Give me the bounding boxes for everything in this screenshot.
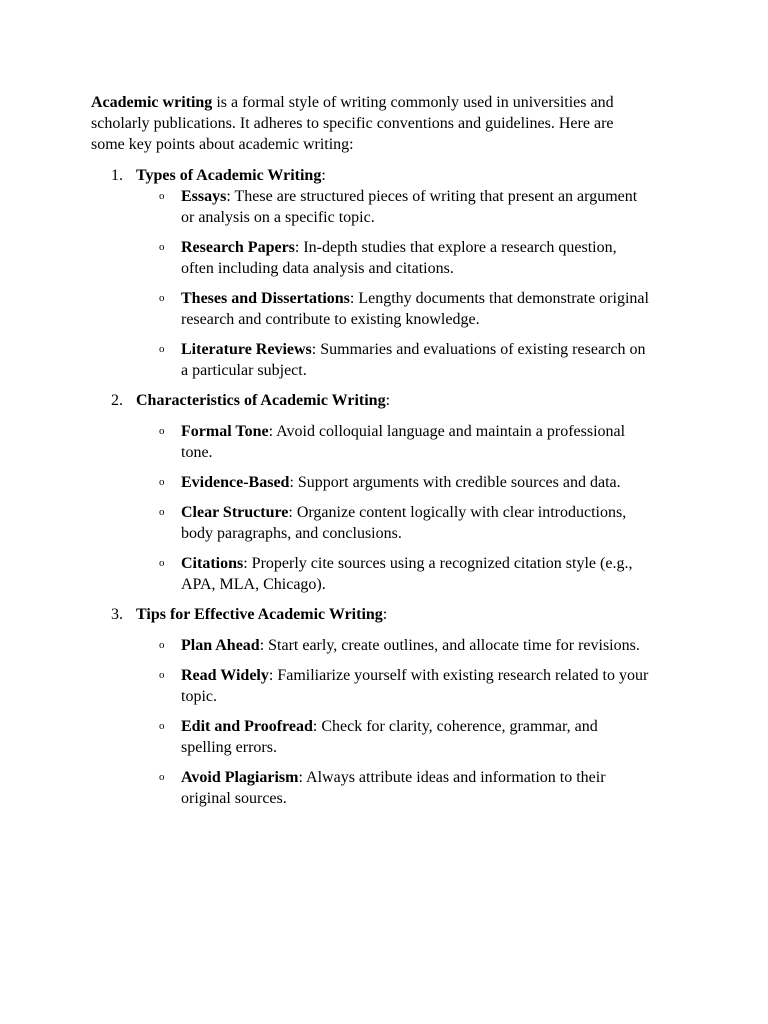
item-term: Clear Structure xyxy=(181,504,289,521)
section-title: Characteristics of Academic Writing xyxy=(136,392,386,409)
list-item xyxy=(159,502,651,544)
section-tips xyxy=(91,604,651,809)
item-desc: : These are structured pieces of writing that present an argument or analysis on a specific topic. xyxy=(181,188,638,226)
list-item xyxy=(159,472,651,493)
section-heading xyxy=(111,165,651,186)
section-types xyxy=(91,165,651,381)
bullet-icon: o xyxy=(159,639,165,651)
list-item xyxy=(159,186,651,228)
item-desc: : Properly cite sources using a recognized citation style (e.g., APA, MLA, Chicago). xyxy=(181,555,633,593)
bullet-icon: o xyxy=(159,343,165,355)
item-desc: : Familiarize yourself with existing research related to your topic. xyxy=(181,667,649,705)
section-title: Tips for Effective Academic Writing xyxy=(136,606,383,623)
section-colon: : xyxy=(382,606,388,623)
item-desc: : Summaries and evaluations of existing research on a particular subject. xyxy=(181,341,646,379)
document-page xyxy=(91,92,651,809)
list-item xyxy=(159,421,651,463)
item-term: Theses and Dissertations xyxy=(181,290,350,307)
bullet-icon: o xyxy=(159,506,165,518)
intro-text: is a formal style of writing commonly used in universities and scholarly publications. It adheres to specific conventions and guidelines. Here are some key points about academic writing: xyxy=(91,94,614,153)
section-items xyxy=(136,186,651,381)
section-colon: : xyxy=(321,167,326,184)
intro-paragraph xyxy=(91,92,651,155)
section-title: Types of Academic Writing xyxy=(136,167,322,184)
item-term: Essays xyxy=(181,188,227,205)
bullet-icon: o xyxy=(159,557,165,569)
bullet-icon: o xyxy=(159,241,165,253)
list-item xyxy=(159,716,651,758)
list-item xyxy=(159,635,651,656)
section-heading xyxy=(111,390,651,411)
item-desc: : Start early, create outlines, and allocate time for revisions. xyxy=(259,637,640,654)
section-items xyxy=(136,635,651,809)
bullet-icon: o xyxy=(159,292,165,304)
list-item xyxy=(159,339,651,381)
item-term: Research Papers xyxy=(181,239,295,256)
section-colon: : xyxy=(385,392,391,409)
item-desc: : Organize content logically with clear introductions, body paragraphs, and conclusions. xyxy=(181,504,627,542)
item-desc: : Check for clarity, coherence, grammar, and spelling errors. xyxy=(181,718,598,756)
item-term: Plan Ahead xyxy=(181,637,260,654)
item-desc: : In-depth studies that explore a research question, often including data analysis and citations. xyxy=(181,239,617,277)
section-items xyxy=(136,421,651,595)
item-term: Evidence-Based xyxy=(181,474,290,491)
item-term: Read Widely xyxy=(181,667,269,684)
item-term: Formal Tone xyxy=(181,423,269,440)
section-characteristics xyxy=(91,390,651,595)
item-term: Edit and Proofread xyxy=(181,718,313,735)
item-desc: : Always attribute ideas and information to their original sources. xyxy=(181,769,606,807)
item-term: Literature Reviews xyxy=(181,341,312,358)
bullet-icon: o xyxy=(159,669,165,681)
list-item xyxy=(159,665,651,707)
section-number: 2. xyxy=(111,392,123,409)
list-item xyxy=(159,767,651,809)
bullet-icon: o xyxy=(159,425,165,437)
section-number: 1. xyxy=(111,167,123,184)
item-term: Citations xyxy=(181,555,244,572)
list-item xyxy=(159,553,651,595)
list-item xyxy=(159,237,651,279)
bullet-icon: o xyxy=(159,476,165,488)
item-term: Avoid Plagiarism xyxy=(181,769,299,786)
item-desc: : Support arguments with credible sources and data. xyxy=(289,474,621,491)
section-number: 3. xyxy=(111,606,123,623)
list-item xyxy=(159,288,651,330)
section-heading xyxy=(111,604,651,625)
item-desc: : Lengthy documents that demonstrate original research and contribute to existing knowledge. xyxy=(181,290,649,328)
bullet-icon: o xyxy=(159,190,165,202)
bullet-icon: o xyxy=(159,771,165,783)
bullet-icon: o xyxy=(159,720,165,732)
intro-term: Academic writing xyxy=(91,94,213,111)
item-desc: : Avoid colloquial language and maintain a professional tone. xyxy=(181,423,626,461)
